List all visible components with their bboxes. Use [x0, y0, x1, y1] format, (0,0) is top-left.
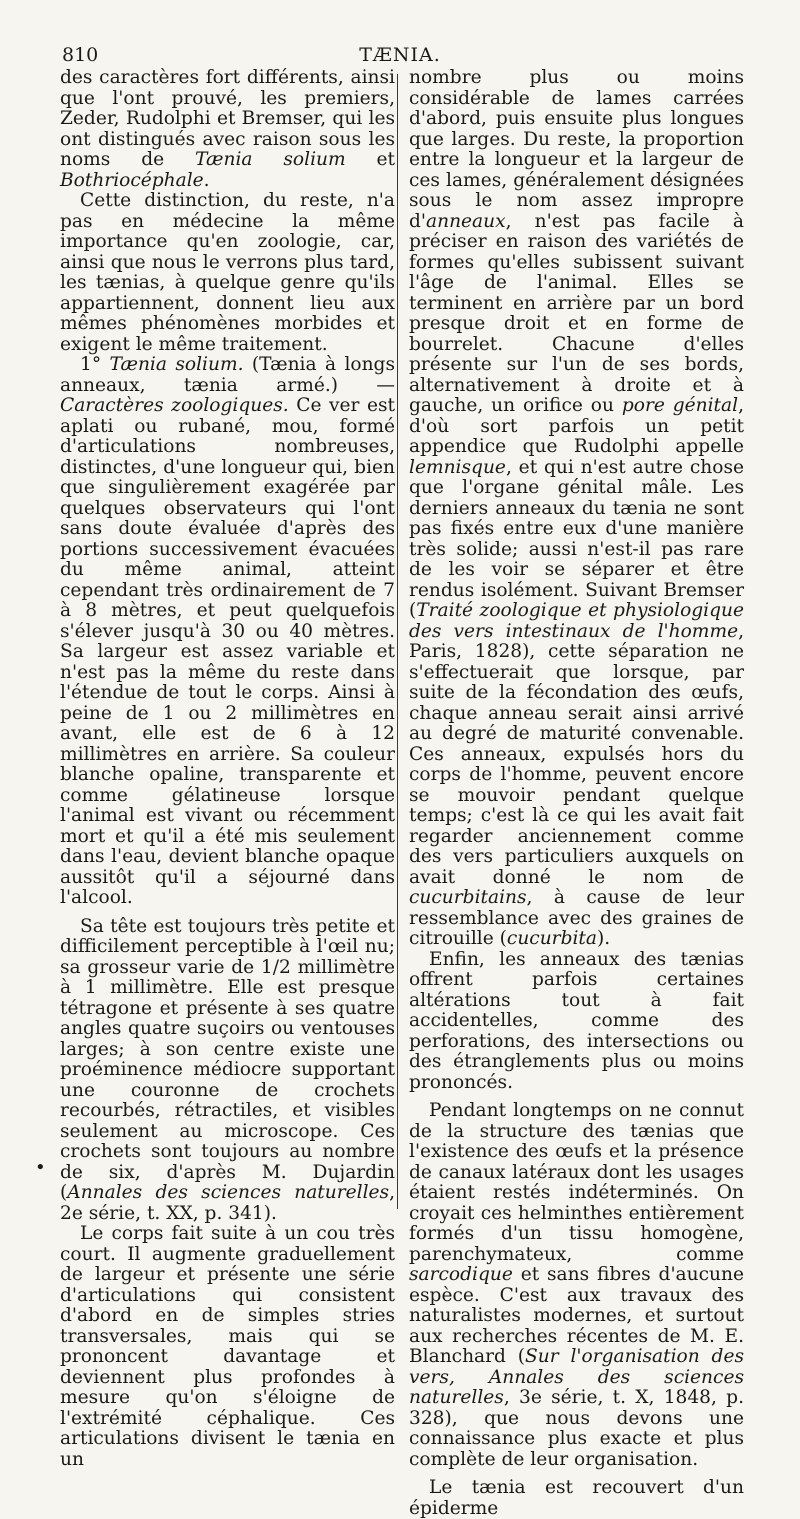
paragraph: Le tænia est recouvert d'un épiderme — [409, 1477, 744, 1519]
running-title: TÆNIA. — [359, 44, 441, 66]
paragraph: 1° Tænia solium. (Tænia à longs anneaux, tænia armé.) — Caractères zoologiques. Ce ver est aplati ou rubané, mou, formé d'articulations nombreuses, distinctes, d'une longueur qui, bien que singulièrement exagérée par quelques observateurs qui l'ont sans doute évaluée d'après des portions successivement évacuées du même animal, atteint cependant très ordinairement de 7 à 8 mètres, et peut quelquefois s'élever jusqu'à 30 ou 40 mètres. Sa largeur est assez variable et n'est pas la même du reste dans l'étendue de tout le corps. Ainsi à peine de 1 ou 2 millimètres en avant, elle est de 6 à 12 millimètres en arrière. Sa couleur blanche opaline, transparente et comme gélatineuse lorsque l'animal est vivant ou récemment mort et qu'il a été mis seulement dans l'eau, devient blanche opaque aussitôt qu'il a séjourné dans l'alcool. — [60, 354, 395, 908]
margin-bullet: • — [35, 1157, 46, 1178]
column-divider — [397, 74, 398, 1209]
paragraph: Sa tête est toujours très petite et difficilement perceptible à l'œil nu; sa grosseur varie de 1/2 millimètre à 1 millimètre. Elle est presque tétragone et présente à ses quatre angles quatre suçoirs ou ventouses larges; à son centre existe une proéminence médiocre supportant une couronne de crochets recourbés, rétractiles, et visibles seulement au microscope. Ces crochets sont toujours au nombre de six, d'après M. Dujardin (Annales des sciences naturelles, 2e série, t. XX, p. 341). — [60, 915, 395, 1224]
page-header — [62, 38, 738, 68]
right-column — [409, 68, 744, 1519]
left-column — [60, 68, 395, 1470]
paragraph: des caractères fort différents, ainsi que l'ont prouvé, les premiers, Zeder, Rudolphi et Bremser, qui les ont distingués avec raison sous les noms de Tænia solium et Bothriocéphale. — [60, 67, 395, 191]
paragraph: Pendant longtemps on ne connut de la structure des tænias que l'existence des œufs et la présence de canaux latéraux dont les usages étaient restés indéterminés. On croyait ces helminthes entièrement formés d'un tissu homogène, parenchymateux, comme sarcodique et sans fibres d'aucune espèce. C'est aux travaux des naturalistes modernes, et surtout aux recherches récentes de M. E. Blanchard (Sur l'organisation des vers, Annales des sciences naturelles, 3e série, t. X, 1848, p. 328), que nous devons une connaissance plus exacte et plus complète de leur organisation. — [409, 1100, 745, 1470]
paragraph: Le corps fait suite à un cou très court. Il augmente graduellement de largeur et présente une série d'articulations qui consistent d'abord en de simples stries transversales, mais qui se prononcent davantage et deviennent plus profondes à mesure qu'on s'éloigne de l'extrémité céphalique. Ces articulations divisent le tænia en un — [60, 1223, 395, 1470]
page-number: 810 — [62, 44, 99, 66]
paragraph: nombre plus ou moins considérable de lames carrées d'abord, puis ensuite plus longues que larges. Du reste, la proportion entre la longueur et la largeur de ces lames, généralement désignées sous le nom assez impropre d'anneaux, n'est pas facile à préciser en raison des variétés de formes qu'elles subissent suivant l'âge de l'animal. Elles se terminent en arrière par un bord presque droit et en forme de bourrelet. Chacune d'elles présente sur l'un de ses bords, alternativement à droite et à gauche, un orifice ou pore génital, d'où sort parfois un petit appendice que Rudolphi appelle lemnisque, et qui n'est autre chose que l'organe génital mâle. Les derniers anneaux du tænia ne sont pas fixés entre eux d'une manière très solide; aussi n'est-il pas rare de les voir se séparer et être rendus isolément. Suivant Bremser (Traité zoologique et physiologique des vers intestinaux de l'homme, Paris, 1828), cette séparation ne s'effectuerait que lorsque, par suite de la fécondation des œufs, chaque anneau serait ainsi arrivé au degré de maturité convenable. Ces anneaux, expulsés hors du corps de l'homme, peuvent encore se mouvoir pendant quelque temps; c'est là ce qui les avait fait regarder anciennement comme des vers particuliers auxquels on avait donné le nom de cucurbitains, à cause de leur ressemblance avec des graines de citrouille (cucurbita). — [409, 67, 744, 949]
paragraph: Enfin, les anneaux des tænias offrent parfois certaines altérations tout à fait accidentelles, comme des perforations, des intersections ou des étranglements plus ou moins prononcés. — [409, 948, 744, 1093]
paragraph: Cette distinction, du reste, n'a pas en médecine la même importance qu'en zoologie, car, ainsi que nous le verrons plus tard, les tænias, à quelque genre qu'ils appartiennent, donnent lieu aux mêmes phénomènes morbides et exigent le même traitement. — [60, 190, 395, 355]
